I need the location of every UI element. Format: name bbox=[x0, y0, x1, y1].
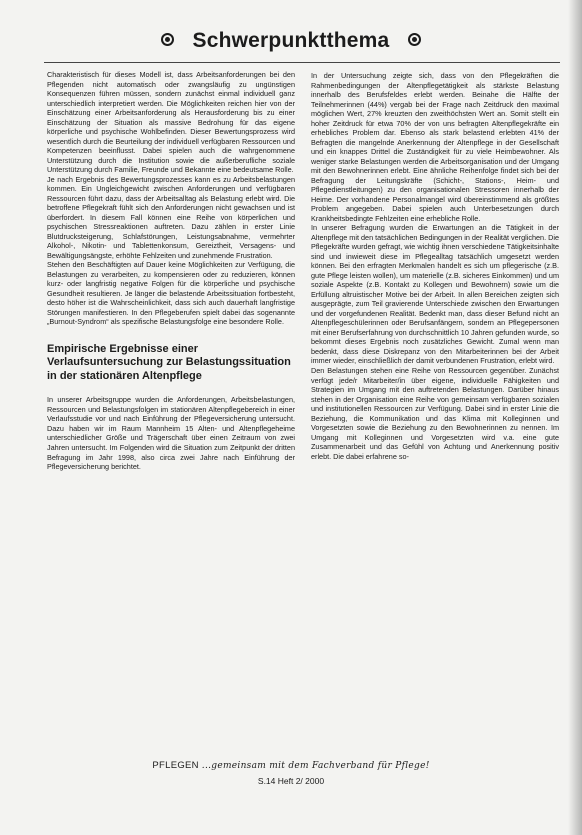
magazine-slogan: ...gemeinsam mit dem Fachverband für Pflege! bbox=[201, 761, 430, 771]
circle-bullet-icon bbox=[161, 33, 174, 46]
body-paragraph: Je nach Ergebnis des Bewertungsprozesses kann es zu Arbeitsbelastungen kommen. Ein Ungleichgewicht zwischen Anforderungen und verfügbaren Ressourcen führt dazu, dass der Arbeitsalltag als Belastung erlebt wird. Die betroffene Pflegekraft fühlt sich den Anforderungen nicht gewachsen und ist überfordert. In diesem Fall können eine Reihe von körperlichen und psychischen Stressreaktionen auftreten. Dazu zählen in erster Linie Blutdrucksteigerung, Schlafstörungen, Leistungsabnahme, vermehrter Alkohol-, Nikotin- und Tablettenkonsum, Gereiztheit, Versagens- und Bewältigungsängste, erhöhte Fehlzeiten und zunehmende Frustration. bbox=[47, 174, 295, 260]
body-paragraph: In unserer Arbeitsgruppe wurden die Anforderungen, Arbeitsbelastungen, Ressourcen und Belastungsfolgen im stationären Altenpflegebereich in einer Verlaufsstudie vor und nach Einführung der Pflegeversicherung untersucht. Dazu haben wir im Raum Mannheim 15 Alten- und Altenpflegeheime unterschiedlicher Größe und Trägerschaft über einen Zeitraum von zwei Jahren untersucht. Im Folgenden wird die Situation zum Zeitpunkt der dritten Befragung im Jahr 1998, also circa zwei Jahre nach Einführung der Pflegeversicherung berichtet. bbox=[47, 395, 295, 472]
body-paragraph: In der Untersuchung zeigte sich, dass von den Pflegekräften die Rahmenbedingungen der Altenpflegetätigkeit als stärkste Belastung innerhalb des Berufsfeldes erlebt werden. Beinahe die Hälfte der Teilnehmerinnen (44%) vergab bei der Frage nach Zeitdruck den maximal möglichen Wert, 27% kreuzten den zweithöchsten Wert an. Somit stellt ein hoher Zeitdruck für etwa 70% der von uns befragten Altenpflegekräfte ein erhebliches Problem dar. Ebenso als stark belastend erlebten 41% der Befragten die mangelnde Anerkennung der Altenpflege in der Gesellschaft und ein knappes Drittel die Zuständigkeit für zu viele Heimbewohner. Als weniger starke Belastungen werden die Arbeitsorganisation und der Umgang mit den Bewohnerinnen erlebt. Eine ähnliche Reihenfolge findet sich bei der Befragung der Leitungskräfte (Schicht-, Stations-, Heim- und Pflegedienstleitungen) zu den organisationalen Stressoren innerhalb der Heime. Der vorhandene Personalmangel wird übereinstimmend als größtes Problem angegeben. Dabei spielen auch Unterbesetzungen durch Krankheitsbedingte Fehlzeiten eine erhebliche Rolle. bbox=[311, 71, 559, 223]
footer-masthead bbox=[0, 760, 582, 771]
body-paragraph: Stehen den Beschäftigten auf Dauer keine Möglichkeiten zur Verfügung, die Belastungen zu verarbeiten, zu kompensieren oder zu reduzieren, können kurz- oder langfristig negative Folgen für die körperliche und psychische Gesundheit resultieren. Je länger die belastende Arbeitssituation fortbesteht, desto höher ist die Wahrscheinlichkeit, dass sich auch dauerhaft langfristige Störungen manifestieren. In den Pflegeberufen spielt dabei das sogenannte „Burnout-Syndrom“ als spezifische Belastungsfolge eine besondere Rolle. bbox=[47, 260, 295, 327]
page-header bbox=[0, 29, 582, 59]
left-column bbox=[47, 70, 295, 472]
scan-edge-shadow bbox=[568, 0, 582, 835]
right-column bbox=[311, 71, 559, 461]
body-paragraph: Den Belastungen stehen eine Reihe von Ressourcen gegenüber. Zunächst verfügt jede/r Mitarbeiter/in über eigene, individuelle Fähigkeiten und Strategien im Umgang mit den auftretenden Belastungen. Darüber hinaus stehen in der Organisation eine Reihe von gemeinsam verfügbaren sozialen und institutionellen Ressourcen zur Verfügung. Dabei sind in erster Linie die Beziehung, die Kommunikation und das Klima mit Kolleginnen und Vorgesetzten sowie die Beziehung zu den Bewohnerinnen zu nennen. Im Umgang mit Kolleginnen und Vorgesetzten wird v.a. eine gute Zusammenarbeit und das Gefühl von Achtung und Anerkennung positiv erlebt. Die dabei erfahrene so- bbox=[311, 365, 559, 461]
header-rule bbox=[44, 62, 560, 63]
body-paragraph: Charakteristisch für dieses Modell ist, dass Arbeitsanforderungen bei den Pflegenden nicht automatisch oder zwangsläufig zu ungünstigen Konsequenzen führen müssen, sondern zunächst einmal individuell ganz unterschiedlich interpretiert werden. Die Möglichkeiten reichen hier von der Einschätzung einer Arbeitsanforderung als Herausforderung bis zu einer Einschätzung der Situation als massive Bedrohung für das eigene körperliche und psychische Wohlbefinden. Dieser Bewertungsprozess wird wesentlich durch die Beurteilung der individuell verfügbaren Ressourcen und Kompetenzen beeinflusst. Dabei spielen auch die wahrgenommene Unterstützung durch die Institution sowie die außerberufliche soziale Unterstützung durch Familie, Freunde und Bekannte eine bedeutsame Rolle. bbox=[47, 70, 295, 175]
page-number: S.14 Heft 2/ 2000 bbox=[257, 776, 325, 786]
circle-bullet-icon bbox=[408, 33, 421, 46]
magazine-name: PFLEGEN bbox=[152, 760, 199, 771]
body-paragraph: In unserer Befragung wurden die Erwartungen an die Tätigkeit in der Altenpflege mit den tatsächlichen Bedingungen in der Realität verglichen. Die Pflegekräfte wurden gefragt, wie wichtig ihnen verschiedene Tätigkeitsinhalte sind und inwieweit diese im Pflegealltag tatsächlich umgesetzt werden können. Bei den erfragten Merkmalen handelt es sich um pflegerische (z.B. gute Pflege leisten wollen), um materielle (z.B. sicheres Einkommen) und um soziale Aspekte (z.B. Kontakt zu Kollegen und Bewohnern) sowie um die Erfüllung altruistischer Motive bei der Arbeit. In allen Bereichen zeigten sich ausgeprägte, zum Teil gravierende Unterschiede zwischen den Erwartungen und der vorgefundenen Realität. Bedenkt man, dass dieser Befund nicht an Altenpflegeschülerinnen oder Berufsanfängern, sondern an Pflegepersonen mit einer Berufserfahrung von durchschnittlich 10 Jahren gefunden wurde, so bekommt dieses Ergebnis noch zusätzliches Gewicht. Zumal wenn man bedenkt, dass diese Diskrepanz von den Mitarbeiterinnen bei der Arbeit immer wieder, einschließlich der damit verbundenen Frustration, erlebt wird. bbox=[311, 223, 559, 366]
page-title: Schwerpunktthema bbox=[192, 29, 390, 52]
section-heading: Empirische Ergebnisse einer Verlaufsuntersuchung zur Belastungssituation in der stationären Altenpflege bbox=[47, 342, 291, 382]
